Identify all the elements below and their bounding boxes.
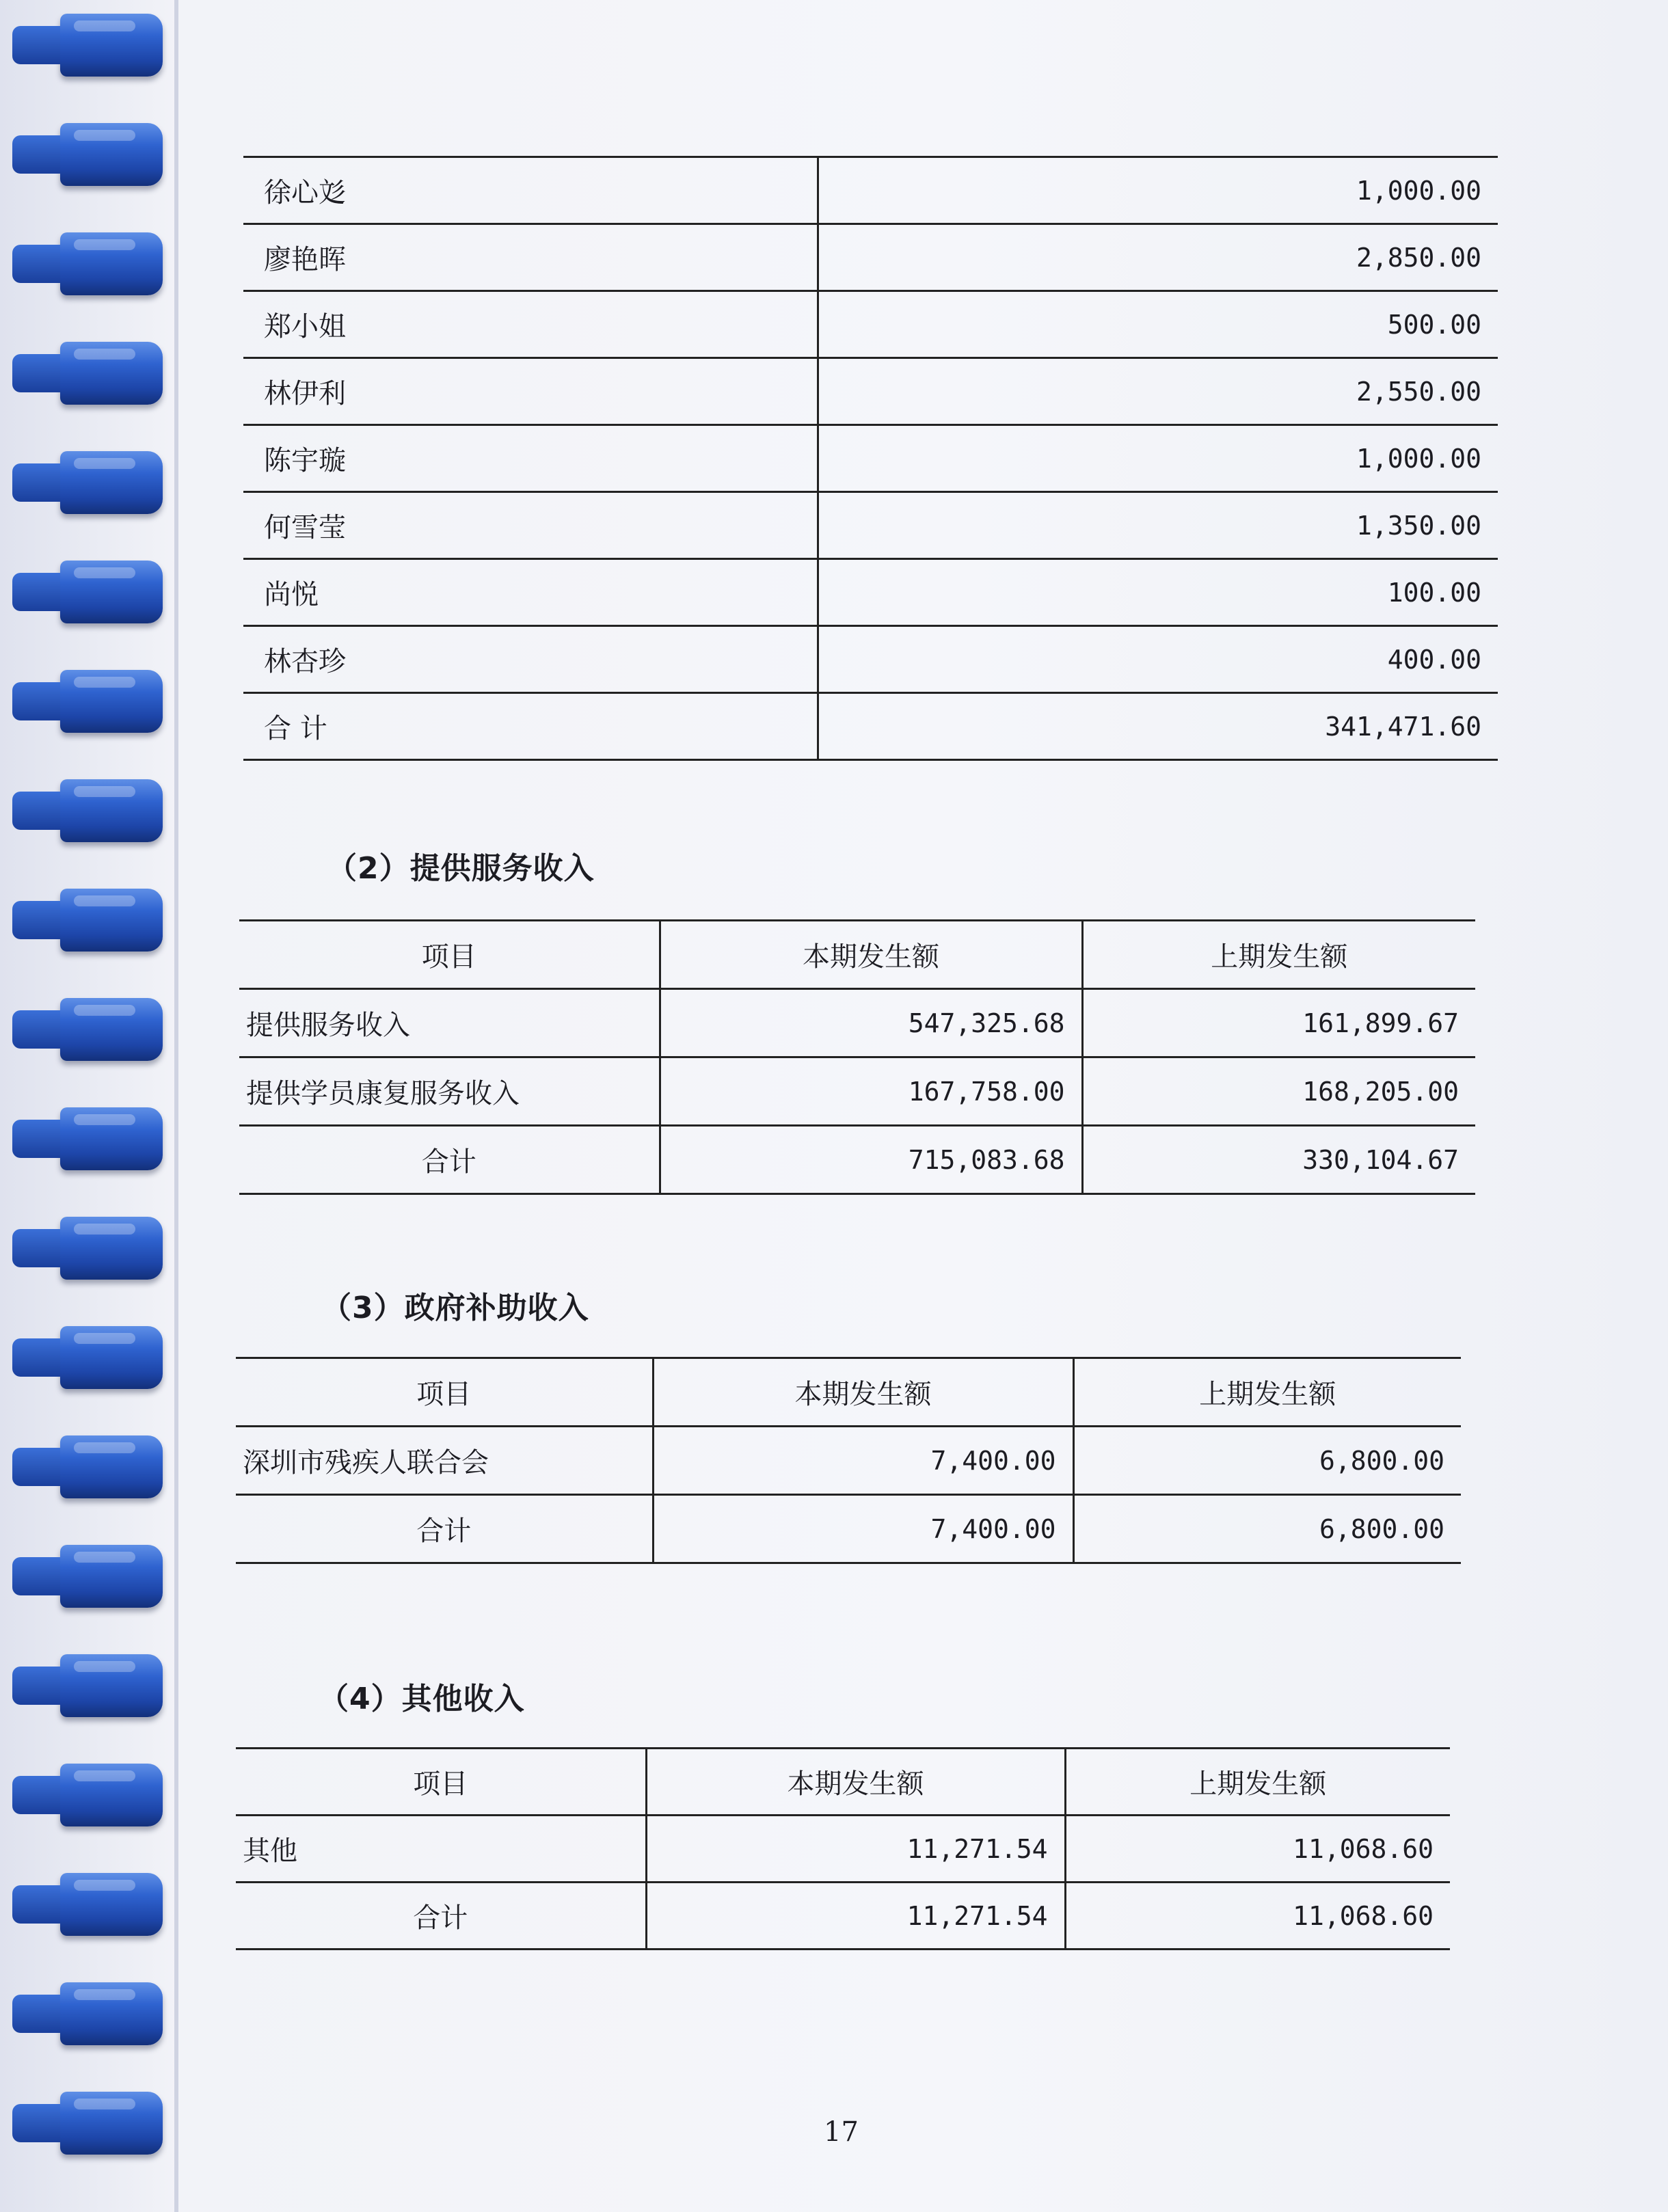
row-item: 提供学员康复服务收入	[239, 1057, 660, 1126]
total-current: 715,083.68	[660, 1126, 1082, 1194]
table-row	[243, 425, 1498, 492]
column-header-current: 本期发生额	[653, 1358, 1073, 1427]
donor-name: 郑小姐	[243, 291, 818, 358]
table-row	[243, 559, 1498, 626]
column-header-item: 项目	[236, 1358, 653, 1427]
donation-table	[243, 156, 1498, 761]
section-title-service-income: （2）提供服务收入	[327, 851, 595, 886]
row-item: 提供服务收入	[239, 989, 660, 1057]
total-current: 11,271.54	[646, 1883, 1065, 1950]
donation-amount: 2,850.00	[818, 224, 1498, 291]
row-previous: 161,899.67	[1082, 989, 1475, 1057]
row-current: 547,325.68	[660, 989, 1082, 1057]
government-subsidy-table	[236, 1357, 1461, 1564]
total-previous: 6,800.00	[1073, 1495, 1461, 1563]
table-row	[243, 224, 1498, 291]
table-row	[239, 1057, 1475, 1126]
page-number: 17	[824, 2116, 859, 2148]
donor-name: 何雪莹	[243, 492, 818, 559]
donor-name: 林伊利	[243, 358, 818, 425]
table-row	[243, 358, 1498, 425]
total-amount: 341,471.60	[818, 693, 1498, 760]
donor-name: 尚悦	[243, 559, 818, 626]
total-label: 合 计	[243, 693, 818, 760]
column-header-previous: 上期发生额	[1082, 921, 1475, 989]
donor-name: 徐心彣	[243, 157, 818, 224]
table-row	[243, 626, 1498, 693]
column-header-current: 本期发生额	[646, 1749, 1065, 1816]
column-header-current: 本期发生额	[660, 921, 1082, 989]
donation-amount: 500.00	[818, 291, 1498, 358]
donor-name: 廖艳晖	[243, 224, 818, 291]
table-row	[236, 1816, 1450, 1883]
row-previous: 168,205.00	[1082, 1057, 1475, 1126]
table-row	[243, 291, 1498, 358]
column-header-item: 项目	[236, 1749, 646, 1816]
row-item: 其他	[236, 1816, 646, 1883]
total-previous: 330,104.67	[1082, 1126, 1475, 1194]
table-header-row	[236, 1749, 1450, 1816]
column-header-previous: 上期发生额	[1065, 1749, 1450, 1816]
section-title-other-income: （4）其他收入	[319, 1682, 525, 1716]
total-row	[236, 1495, 1461, 1563]
total-current: 7,400.00	[653, 1495, 1073, 1563]
donation-amount: 100.00	[818, 559, 1498, 626]
table-row	[239, 989, 1475, 1057]
row-current: 167,758.00	[660, 1057, 1082, 1126]
total-label: 合计	[236, 1495, 653, 1563]
column-header-item: 项目	[239, 921, 660, 989]
donation-amount: 2,550.00	[818, 358, 1498, 425]
section-title-government-subsidy: （3）政府补助收入	[321, 1291, 589, 1325]
total-previous: 11,068.60	[1065, 1883, 1450, 1950]
total-row	[236, 1883, 1450, 1950]
donor-name: 林杏珍	[243, 626, 818, 693]
donation-amount: 1,000.00	[818, 157, 1498, 224]
donation-amount: 1,000.00	[818, 425, 1498, 492]
total-label: 合计	[236, 1883, 646, 1950]
row-current: 7,400.00	[653, 1427, 1073, 1495]
table-row	[236, 1427, 1461, 1495]
row-item: 深圳市残疾人联合会	[236, 1427, 653, 1495]
total-row	[243, 693, 1498, 760]
donation-amount: 1,350.00	[818, 492, 1498, 559]
row-previous: 6,800.00	[1073, 1427, 1461, 1495]
row-current: 11,271.54	[646, 1816, 1065, 1883]
donation-amount: 400.00	[818, 626, 1498, 693]
service-income-table	[239, 919, 1475, 1195]
row-previous: 11,068.60	[1065, 1816, 1450, 1883]
donor-name: 陈宇璇	[243, 425, 818, 492]
other-income-table	[236, 1747, 1450, 1950]
table-header-row	[239, 921, 1475, 989]
total-label: 合计	[239, 1126, 660, 1194]
column-header-previous: 上期发生额	[1073, 1358, 1461, 1427]
table-row	[243, 492, 1498, 559]
table-row	[243, 157, 1498, 224]
table-header-row	[236, 1358, 1461, 1427]
total-row	[239, 1126, 1475, 1194]
